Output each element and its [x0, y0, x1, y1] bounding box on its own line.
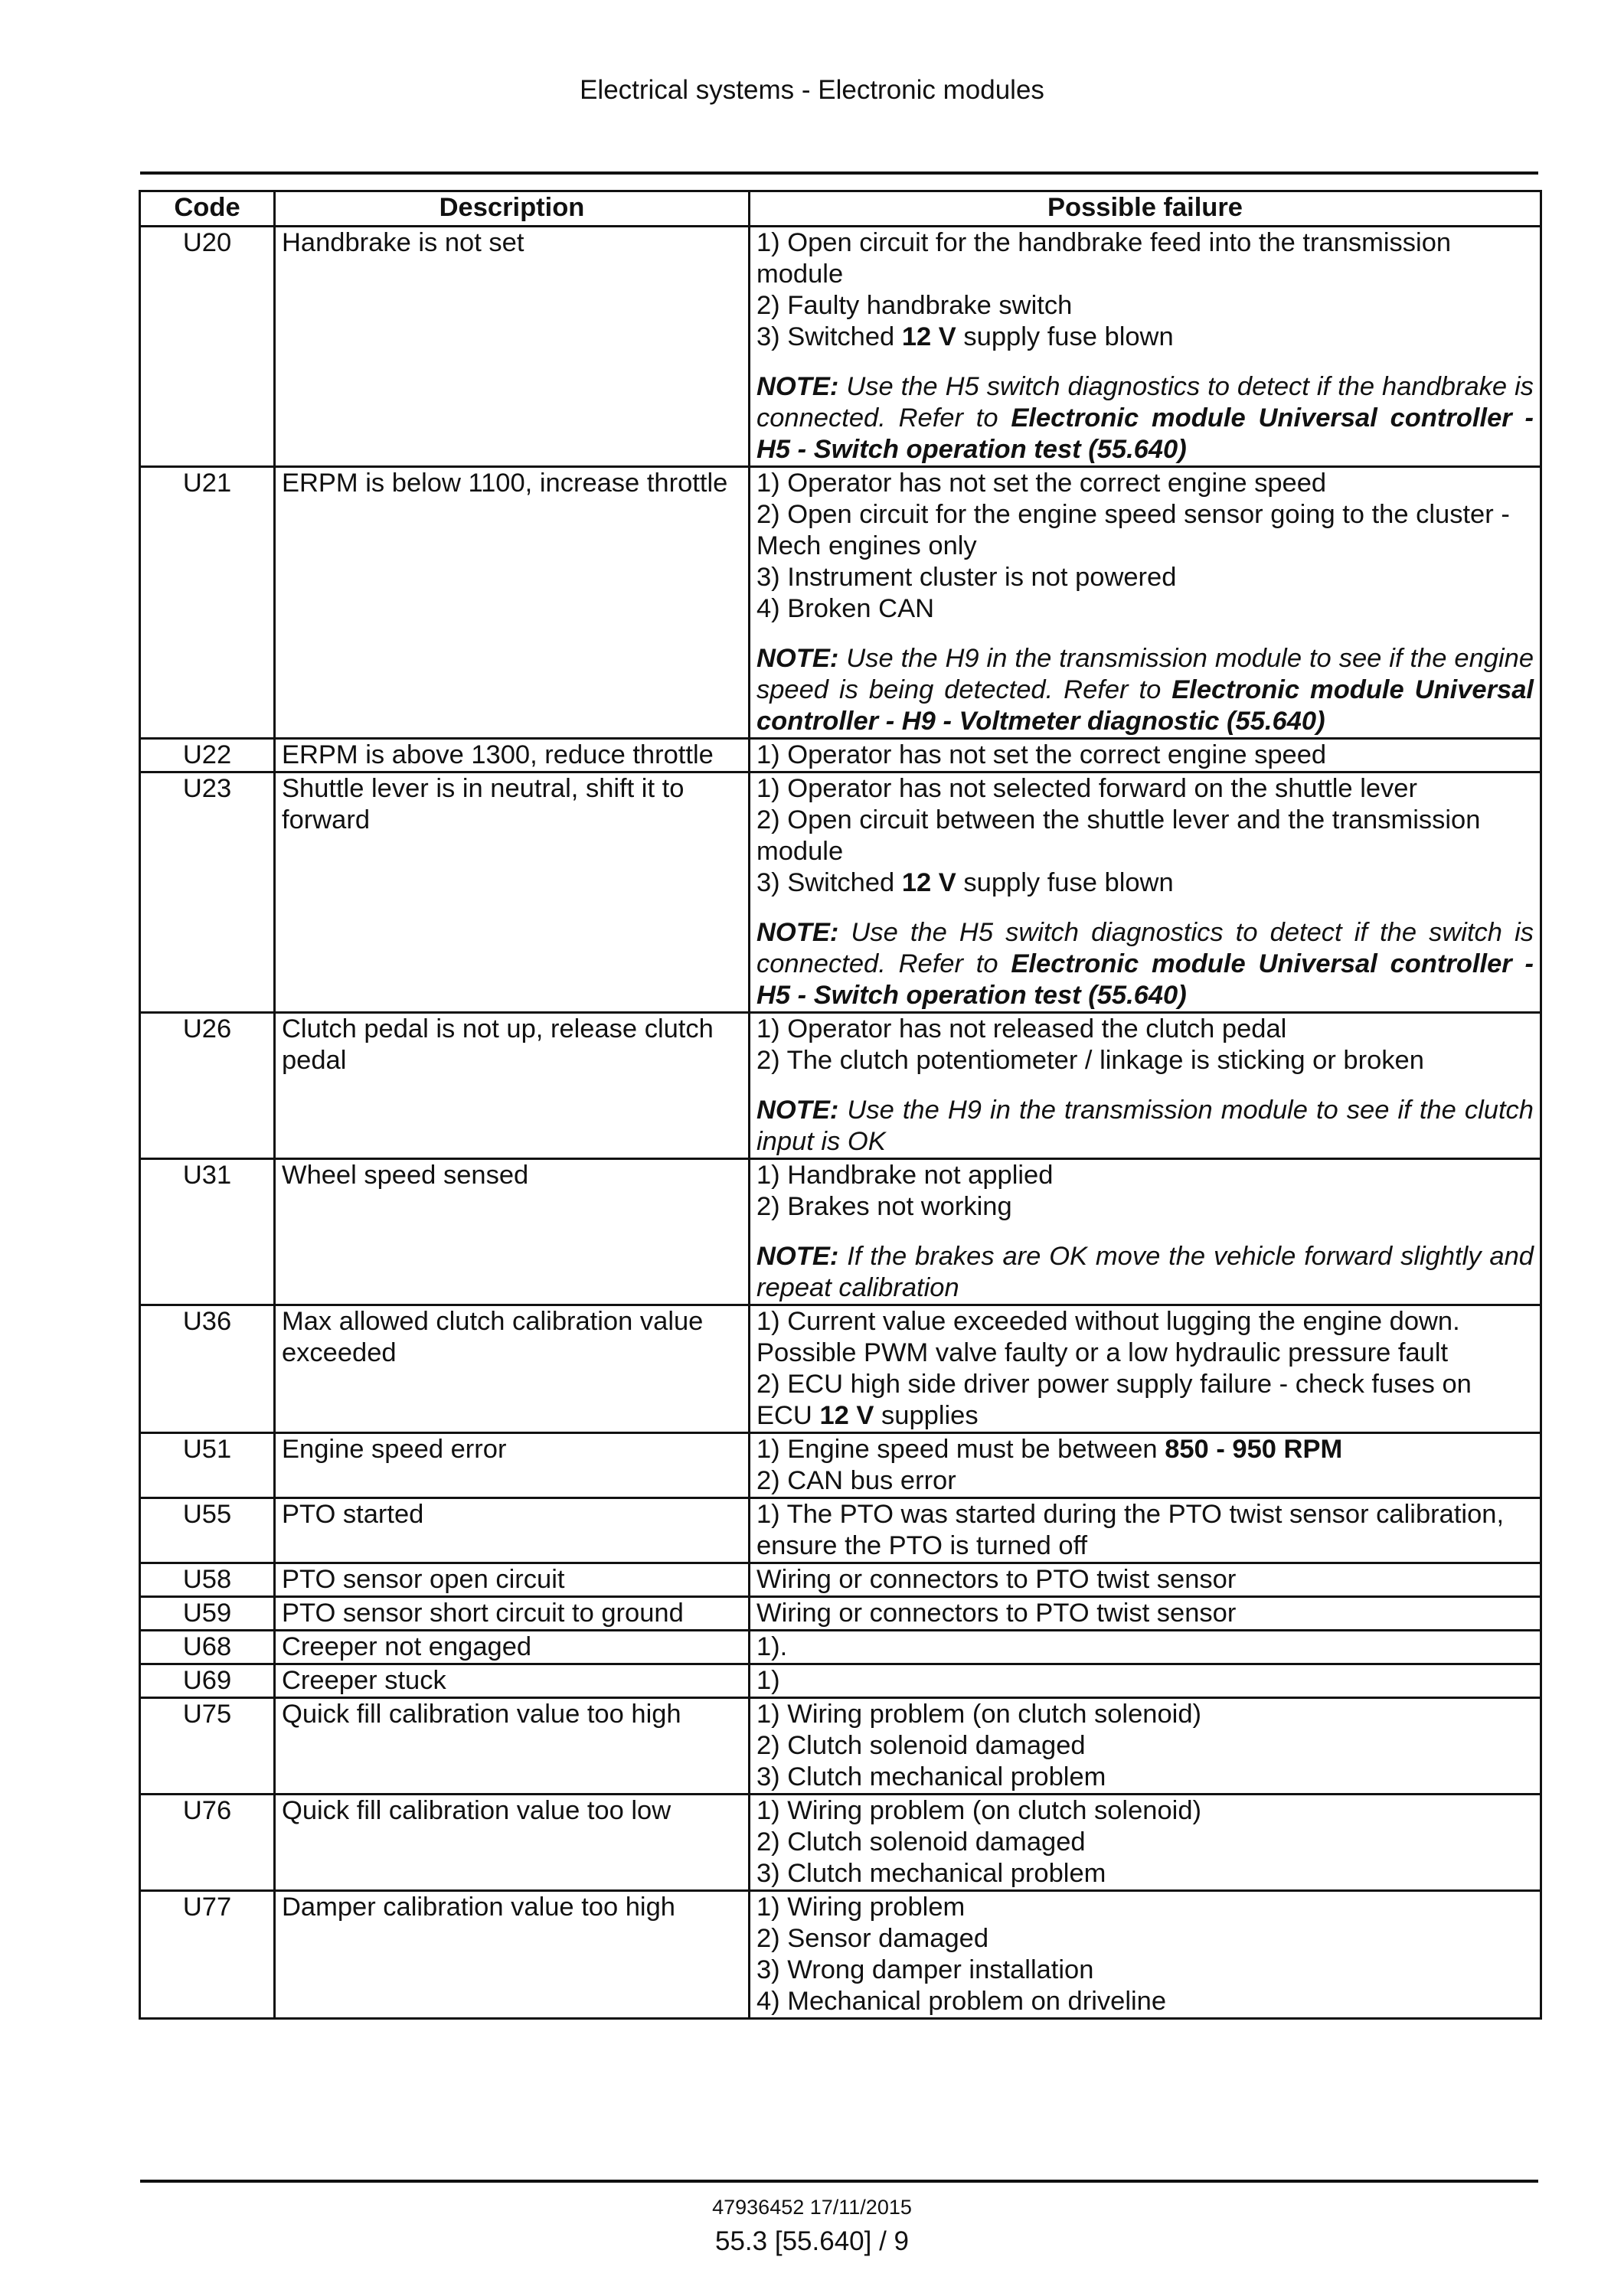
code-cell: U31: [140, 1159, 275, 1305]
code-cell: U55: [140, 1498, 275, 1563]
text-segment: 3) Clutch mechanical problem: [756, 1762, 1106, 1791]
failure-line: [756, 593, 1534, 625]
note-text: [756, 643, 1534, 737]
text-segment: 3) Clutch mechanical problem: [756, 1859, 1106, 1888]
description-cell: Quick fill calibration value too low: [275, 1795, 750, 1891]
bold-text: NOTE:: [756, 1096, 839, 1125]
text-segment: 2) Open circuit for the engine speed sensor going to the cluster - Mech engines only: [756, 500, 1510, 560]
possible-failure-cell: [750, 1305, 1541, 1433]
text-segment: 3) Switched: [756, 868, 902, 897]
bold-text: NOTE:: [756, 644, 839, 673]
failure-line: [756, 1434, 1534, 1465]
text-segment: 2) Faulty handbrake switch: [756, 291, 1073, 320]
header-divider: [140, 171, 1538, 175]
table-row: [140, 1795, 1541, 1891]
possible-failure-cell: [750, 467, 1541, 739]
text-segment: Use the H9 in the transmission module to see if the engine speed is being detected. Refer to: [756, 644, 1534, 704]
code-cell: U20: [140, 227, 275, 467]
failure-line: [756, 562, 1534, 593]
possible-failure-cell: [750, 739, 1541, 772]
text-segment: Use the H5 switch diagnostics to detect if the handbrake is connected. Refer to: [756, 372, 1534, 433]
bold-text: NOTE:: [756, 1242, 839, 1271]
failure-line: [756, 1014, 1534, 1045]
code-cell: U26: [140, 1013, 275, 1159]
failure-line: [756, 1499, 1534, 1562]
text-segment: 3) Instrument cluster is not powered: [756, 563, 1177, 592]
failure-line: [756, 1160, 1534, 1191]
code-cell: U75: [140, 1698, 275, 1795]
text-segment: 1) Open circuit for the handbrake feed into the transmission module: [756, 228, 1452, 289]
code-cell: U21: [140, 467, 275, 739]
failure-line: [756, 468, 1534, 499]
table-row: [140, 739, 1541, 772]
failure-line: [756, 1045, 1534, 1076]
code-cell: U23: [140, 772, 275, 1013]
failure-line: [756, 1762, 1534, 1793]
code-cell: U36: [140, 1305, 275, 1433]
possible-failure-cell: [750, 1433, 1541, 1498]
text-segment: supplies: [874, 1401, 979, 1430]
document-id: 47936452 17/11/2015: [712, 2196, 912, 2219]
failure-line: [756, 1730, 1534, 1762]
description-cell: PTO started: [275, 1498, 750, 1563]
bold-text: 850 - 950 RPM: [1165, 1435, 1343, 1464]
text-segment: 1) Current value exceeded without lugging the engine down. Possible PWM valve faulty or a low hydraulic pressure fault: [756, 1307, 1460, 1367]
text-segment: supply fuse blown: [956, 322, 1174, 351]
failure-line: [756, 499, 1534, 562]
page-reference: 55.3 [55.640] / 9: [715, 2226, 909, 2256]
code-cell: U51: [140, 1433, 275, 1498]
text-segment: 2) CAN bus error: [756, 1466, 956, 1495]
text-segment: 1) Operator has not set the correct engine speed: [756, 740, 1327, 769]
description-cell: Max allowed clutch calibration value exceeded: [275, 1305, 750, 1433]
text-segment: 1) Engine speed must be between: [756, 1435, 1165, 1464]
text-segment: Wiring or connectors to PTO twist sensor: [756, 1599, 1237, 1628]
text-segment: Use the H5 switch diagnostics to detect if the switch is connected. Refer to: [756, 918, 1534, 978]
code-cell: U59: [140, 1597, 275, 1631]
failure-line: [756, 805, 1534, 867]
failure-line: [756, 1892, 1534, 1923]
bold-text: 12 V: [901, 322, 956, 351]
description-cell: Creeper not engaged: [275, 1631, 750, 1664]
description-cell: Clutch pedal is not up, release clutch pedal: [275, 1013, 750, 1159]
table-row: [140, 467, 1541, 739]
possible-failure-cell: [750, 1631, 1541, 1664]
column-header-description: Description: [275, 191, 750, 227]
failure-line: [756, 1986, 1534, 2017]
failure-line: [756, 290, 1534, 322]
table-row: [140, 227, 1541, 467]
text-segment: 2) Clutch solenoid damaged: [756, 1731, 1086, 1760]
code-cell: U22: [140, 739, 275, 772]
text-segment: 1) Handbrake not applied: [756, 1161, 1054, 1190]
table-body: [140, 227, 1541, 2019]
text-segment: 2) ECU high side driver power supply failure - check fuses on ECU: [756, 1370, 1472, 1430]
text-segment: If the brakes are OK move the vehicle forward slightly and repeat calibration: [756, 1242, 1534, 1302]
text-segment: 2) Sensor damaged: [756, 1924, 989, 1953]
table-row: [140, 1563, 1541, 1597]
failure-line: [756, 1923, 1534, 1955]
table-row: [140, 1664, 1541, 1698]
text-segment: 1) Wiring problem (on clutch solenoid): [756, 1700, 1201, 1729]
failure-line: [756, 1306, 1534, 1369]
failure-line: [756, 867, 1534, 899]
failure-line: [756, 1827, 1534, 1858]
possible-failure-cell: [750, 1013, 1541, 1159]
possible-failure-cell: [750, 227, 1541, 467]
failure-line: [756, 1665, 1534, 1697]
possible-failure-cell: [750, 1664, 1541, 1698]
bold-text: Electronic module Universal controller - H9 - Voltmeter diagnostic (55.640): [756, 675, 1534, 736]
text-segment: 4) Broken CAN: [756, 594, 934, 623]
error-code-table: [139, 190, 1542, 2020]
possible-failure-cell: [750, 1698, 1541, 1795]
page-header-title: Electrical systems - Electronic modules: [580, 75, 1044, 105]
table-row: [140, 1433, 1541, 1498]
text-segment: 1) Operator has not selected forward on the shuttle lever: [756, 774, 1417, 803]
text-segment: 3) Switched: [756, 322, 902, 351]
failure-line: [756, 1795, 1534, 1827]
text-segment: Use the H9 in the transmission module to see if the clutch input is OK: [756, 1096, 1534, 1156]
text-segment: 2) Brakes not working: [756, 1192, 1012, 1221]
text-segment: 1) Operator has not released the clutch pedal: [756, 1014, 1287, 1043]
column-header-possible-failure: Possible failure: [750, 191, 1541, 227]
table-row: [140, 1159, 1541, 1305]
text-segment: 3) Wrong damper installation: [756, 1955, 1094, 1984]
text-segment: 4) Mechanical problem on driveline: [756, 1987, 1167, 2016]
description-cell: PTO sensor open circuit: [275, 1563, 750, 1597]
text-segment: 1) Operator has not set the correct engine speed: [756, 469, 1327, 498]
column-header-code: Code: [140, 191, 275, 227]
bold-text: 12 V: [819, 1401, 874, 1430]
bold-text: Electronic module Universal controller - H5 - Switch operation test (55.640): [756, 403, 1534, 464]
possible-failure-cell: [750, 1159, 1541, 1305]
note-text: [756, 917, 1534, 1011]
failure-line: [756, 322, 1534, 353]
possible-failure-cell: [750, 772, 1541, 1013]
code-cell: U69: [140, 1664, 275, 1698]
description-cell: PTO sensor short circuit to ground: [275, 1597, 750, 1631]
text-segment: 1).: [756, 1632, 788, 1661]
description-cell: Engine speed error: [275, 1433, 750, 1498]
table-row: [140, 1891, 1541, 2019]
failure-line: [756, 227, 1534, 290]
failure-line: [756, 1191, 1534, 1223]
code-cell: U58: [140, 1563, 275, 1597]
text-segment: 1): [756, 1666, 780, 1695]
text-segment: 2) Clutch solenoid damaged: [756, 1827, 1086, 1857]
code-cell: U76: [140, 1795, 275, 1891]
text-segment: Wiring or connectors to PTO twist sensor: [756, 1565, 1237, 1594]
text-segment: 2) Open circuit between the shuttle lever and the transmission module: [756, 805, 1481, 866]
text-segment: 1) The PTO was started during the PTO twist sensor calibration, ensure the PTO is turned off: [756, 1500, 1505, 1560]
failure-line: [756, 1858, 1534, 1889]
failure-line: [756, 1699, 1534, 1730]
possible-failure-cell: [750, 1563, 1541, 1597]
note-text: [756, 371, 1534, 465]
bold-text: NOTE:: [756, 372, 839, 401]
description-cell: ERPM is below 1100, increase throttle: [275, 467, 750, 739]
text-segment: 2) The clutch potentiometer / linkage is sticking or broken: [756, 1046, 1424, 1075]
failure-line: [756, 1631, 1534, 1663]
table-row: [140, 1013, 1541, 1159]
table-row: [140, 1305, 1541, 1433]
note-text: [756, 1241, 1534, 1304]
description-cell: Handbrake is not set: [275, 227, 750, 467]
text-segment: supply fuse blown: [956, 868, 1174, 897]
footer-divider: [140, 2180, 1538, 2183]
table-row: [140, 1597, 1541, 1631]
failure-line: [756, 740, 1534, 771]
possible-failure-cell: [750, 1891, 1541, 2019]
failure-line: [756, 1598, 1534, 1629]
bold-text: Electronic module Universal controller - H5 - Switch operation test (55.640): [756, 949, 1534, 1010]
code-cell: U77: [140, 1891, 275, 2019]
description-cell: Shuttle lever is in neutral, shift it to forward: [275, 772, 750, 1013]
table-row: [140, 1631, 1541, 1664]
bold-text: NOTE:: [756, 918, 839, 947]
text-segment: 1) Wiring problem (on clutch solenoid): [756, 1796, 1201, 1825]
possible-failure-cell: [750, 1795, 1541, 1891]
description-cell: Wheel speed sensed: [275, 1159, 750, 1305]
possible-failure-cell: [750, 1597, 1541, 1631]
bold-text: 12 V: [901, 868, 956, 897]
failure-line: [756, 1955, 1534, 1986]
table-row: [140, 1698, 1541, 1795]
description-cell: Damper calibration value too high: [275, 1891, 750, 2019]
table-header-row: [140, 191, 1541, 227]
description-cell: Quick fill calibration value too high: [275, 1698, 750, 1795]
description-cell: Creeper stuck: [275, 1664, 750, 1698]
possible-failure-cell: [750, 1498, 1541, 1563]
code-cell: U68: [140, 1631, 275, 1664]
description-cell: ERPM is above 1300, reduce throttle: [275, 739, 750, 772]
note-text: [756, 1095, 1534, 1158]
failure-line: [756, 1465, 1534, 1497]
failure-line: [756, 773, 1534, 805]
failure-line: [756, 1369, 1534, 1432]
text-segment: 1) Wiring problem: [756, 1893, 966, 1922]
table-row: [140, 1498, 1541, 1563]
failure-line: [756, 1564, 1534, 1595]
table-row: [140, 772, 1541, 1013]
